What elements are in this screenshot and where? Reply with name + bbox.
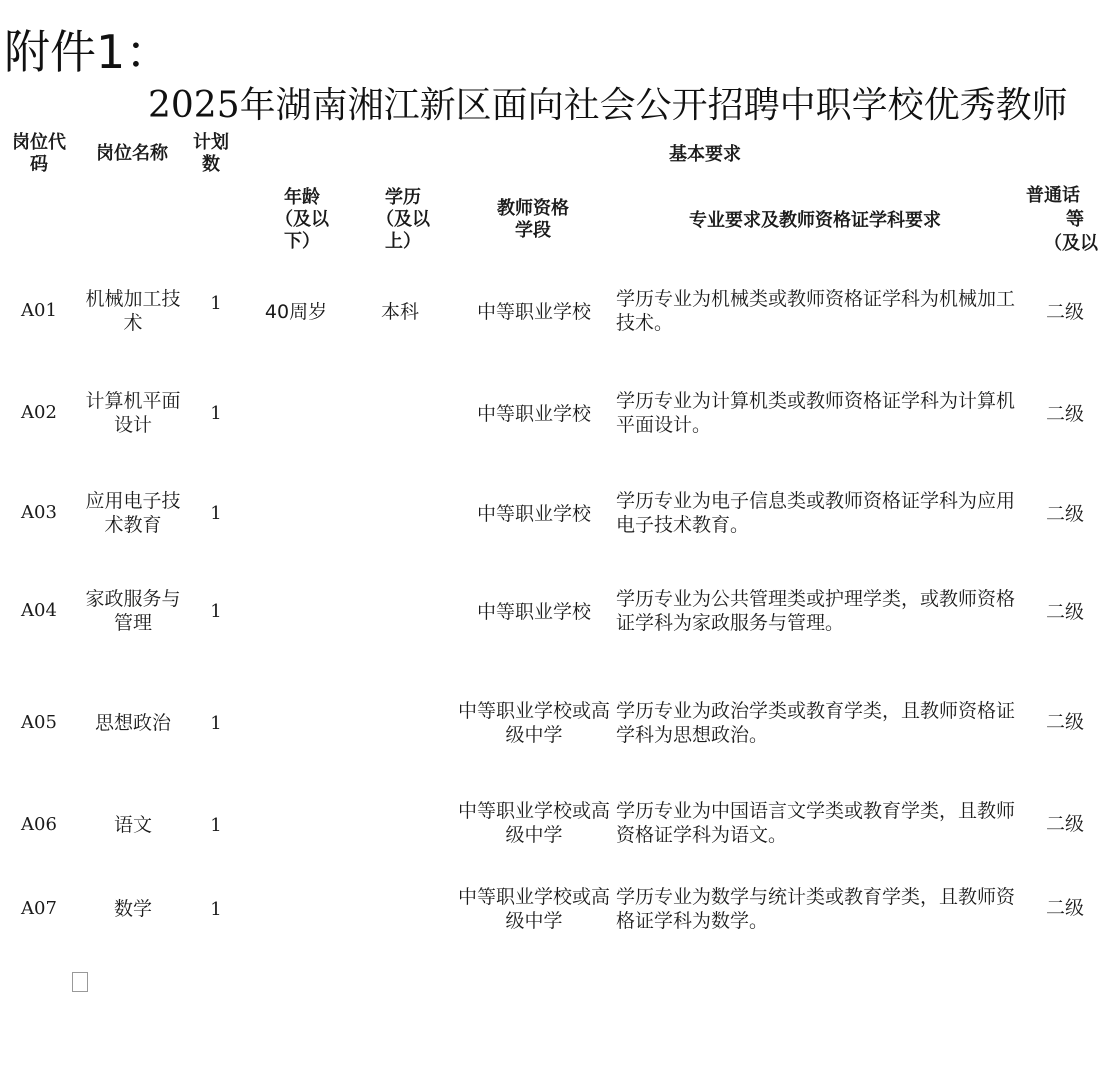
row-a06-mandarin: 二级 (1046, 813, 1085, 835)
row-a03-stage: 中等职业学校 (476, 503, 591, 525)
attachment-label: 附件1： (4, 25, 172, 79)
row-a03-name: 应用电子技术教育 (85, 490, 181, 536)
row-a06-name: 语文 (113, 814, 152, 836)
col-header-age: 年龄（及以下） (275, 187, 329, 252)
col-header-code: 岗位代码 (12, 132, 66, 175)
row-a04-name: 家政服务与管理 (85, 588, 181, 634)
row-a01-mandarin: 二级 (1046, 301, 1085, 323)
row-a03-plan: 1 (210, 503, 222, 524)
row-a02-mandarin: 二级 (1046, 403, 1085, 425)
row-a07-code: A07 (21, 898, 57, 919)
row-a07-name: 数学 (113, 898, 152, 920)
row-a05-plan: 1 (210, 713, 222, 734)
row-a05-major: 学历专业为政治学类或教育学类，且教师资格证学科为思想政治。 (616, 700, 1016, 746)
col-header-mandarin-mid: 等 (1066, 209, 1084, 230)
row-a07-major: 学历专业为数学与统计类或教育学类，且教师资格证学科为数学。 (616, 886, 1016, 932)
row-a05-mandarin: 二级 (1046, 711, 1085, 733)
row-a01-edu: 本科 (380, 301, 419, 323)
document-title: 2025年湖南湘江新区面向社会公开招聘中职学校优秀教师 (148, 85, 1068, 126)
row-a01-plan: 1 (210, 293, 222, 314)
col-header-plan: 计划数 (193, 132, 229, 175)
row-a05-code: A05 (21, 712, 57, 733)
row-a02-plan: 1 (210, 403, 222, 424)
row-a01-name: 机械加工技术 (85, 288, 181, 334)
row-a05-name: 思想政治 (94, 712, 171, 734)
row-a06-plan: 1 (210, 815, 222, 836)
row-a01-code: A01 (21, 300, 57, 321)
row-a04-major: 学历专业为公共管理类或护理学类，或教师资格证学科为家政服务与管理。 (616, 588, 1016, 634)
row-a07-plan: 1 (210, 899, 222, 920)
row-a01-stage: 中等职业学校 (476, 301, 591, 323)
col-header-name: 岗位名称 (96, 143, 168, 164)
col-header-stage: 教师资格学段 (497, 198, 569, 241)
row-a02-code: A02 (21, 402, 57, 423)
col-header-edu: 学历（及以上） (376, 187, 430, 252)
row-a04-stage: 中等职业学校 (476, 601, 591, 623)
row-a07-mandarin: 二级 (1046, 897, 1085, 919)
row-a04-plan: 1 (210, 601, 222, 622)
row-a06-stage: 中等职业学校或高级中学 (458, 800, 611, 846)
row-a04-mandarin: 二级 (1046, 601, 1085, 623)
row-a06-code: A06 (21, 814, 57, 835)
row-a02-name: 计算机平面设计 (85, 390, 181, 436)
row-a02-major: 学历专业为计算机类或教师资格证学科为计算机平面设计。 (616, 390, 1016, 436)
col-header-mandarin-top: 普通话 (1026, 185, 1080, 206)
row-a01-major: 学历专业为机械类或教师资格证学科为机械加工技术。 (616, 288, 1016, 334)
row-a05-stage: 中等职业学校或高级中学 (458, 700, 611, 746)
row-a01-age: 40周岁 (264, 301, 328, 323)
row-a02-stage: 中等职业学校 (476, 403, 591, 425)
col-header-mandarin-bottom: （及以 (1044, 233, 1098, 254)
empty-placeholder-box (72, 972, 88, 992)
row-a03-code: A03 (21, 502, 57, 523)
col-header-major: 专业要求及教师资格证学科要求 (689, 210, 941, 231)
col-header-basic: 基本要求 (669, 144, 741, 165)
row-a03-mandarin: 二级 (1046, 503, 1085, 525)
row-a07-stage: 中等职业学校或高级中学 (458, 886, 611, 932)
row-a03-major: 学历专业为电子信息类或教师资格证学科为应用电子技术教育。 (616, 490, 1016, 536)
row-a06-major: 学历专业为中国语言文学类或教育学类，且教师资格证学科为语文。 (616, 800, 1016, 846)
row-a04-code: A04 (21, 600, 57, 621)
